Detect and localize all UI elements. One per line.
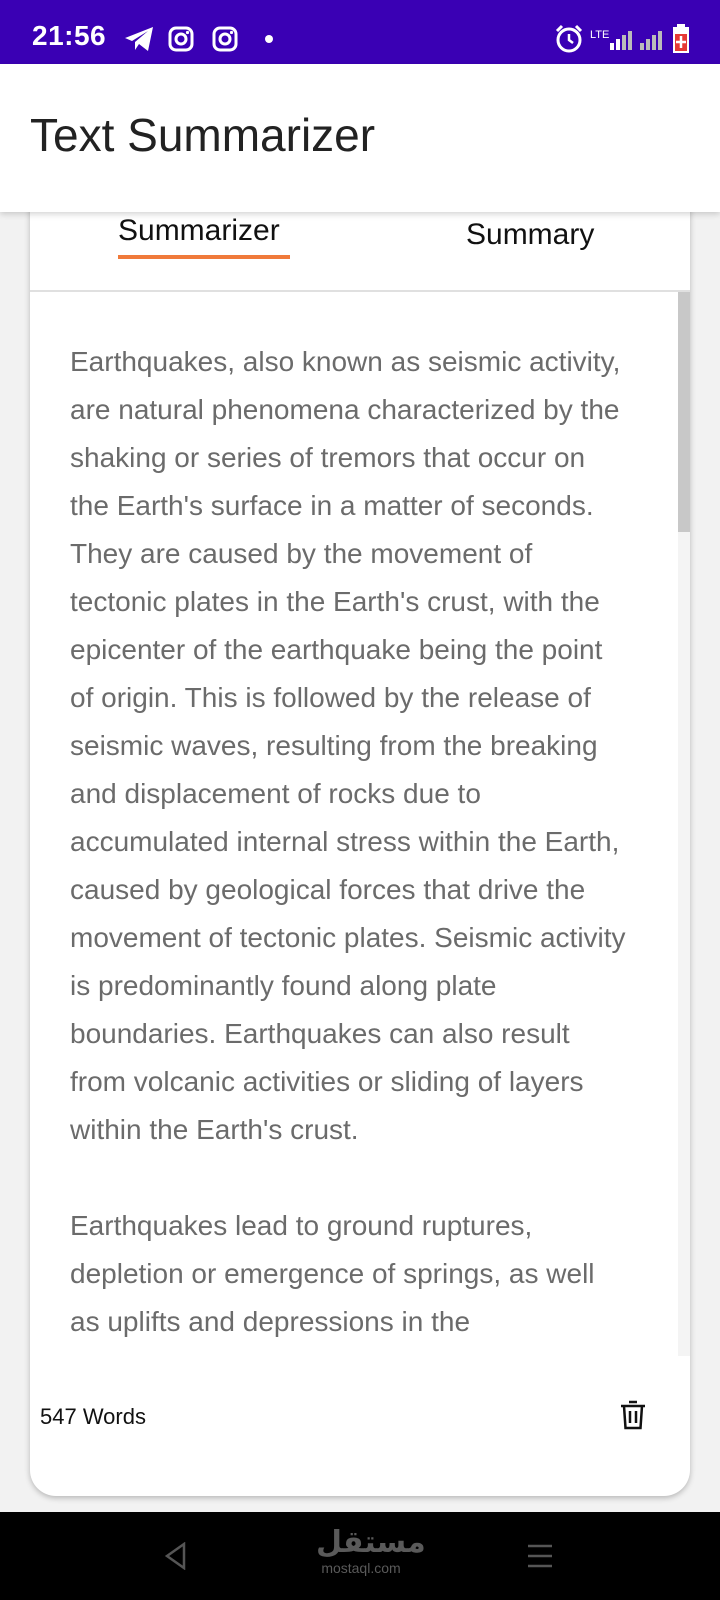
tab-summarizer[interactable]: Summarizer (118, 214, 280, 247)
scrollbar[interactable] (678, 292, 690, 1356)
tab-active-indicator (118, 255, 290, 259)
instagram-icon (212, 26, 238, 52)
instagram-icon (168, 26, 194, 52)
signal-icon (610, 28, 666, 50)
text-paragraph: Earthquakes lead to ground ruptures, depletion or emergence of springs, as well as uplifts and depressions in the (70, 1210, 595, 1337)
summarizer-card (30, 200, 690, 1496)
watermark-arabic: مستقل (316, 1526, 426, 1559)
watermark (316, 1526, 426, 1576)
back-icon[interactable] (164, 1542, 188, 1570)
alarm-icon (554, 24, 584, 54)
input-text-area[interactable] (30, 292, 690, 1356)
lte-signal-icon: LTE (590, 29, 610, 41)
tab-bar (30, 200, 690, 292)
text-paragraph: Earthquakes, also known as seismic activity, are natural phenomena characterized by the shaking or series of tremors that occur on the Earth's surface in a matter of seconds. They are caused by the movement of tectonic plates in the Earth's crust, with the epicenter of the earthquake being the point of origin. This is followed by the release of seismic waves, resulting from the breaking and displacement of rocks due to accumulated internal stress within the Earth, caused by geological forces that drive the movement of tectonic plates. Seismic activity is predominantly found along plate boundaries. Earthquakes can also result from volcanic activities or sliding of layers within the Earth's crust. (70, 346, 626, 1145)
scrollbar-thumb[interactable] (678, 292, 690, 532)
tab-summary[interactable]: Summary (466, 218, 595, 251)
app-bar (0, 64, 720, 212)
menu-icon[interactable] (526, 1544, 554, 1568)
status-bar (0, 0, 720, 64)
status-time: 21:56 (32, 20, 107, 51)
watermark-domain: mostaql.com (321, 1560, 401, 1576)
battery-icon (672, 24, 690, 54)
navigation-bar (0, 1512, 720, 1600)
app-title: Text Summarizer (30, 109, 376, 161)
trash-icon[interactable] (620, 1400, 646, 1430)
word-count: 547 Words (40, 1404, 146, 1429)
notification-dot-icon (264, 34, 274, 44)
telegram-icon (124, 26, 154, 52)
card-footer (30, 1360, 690, 1496)
